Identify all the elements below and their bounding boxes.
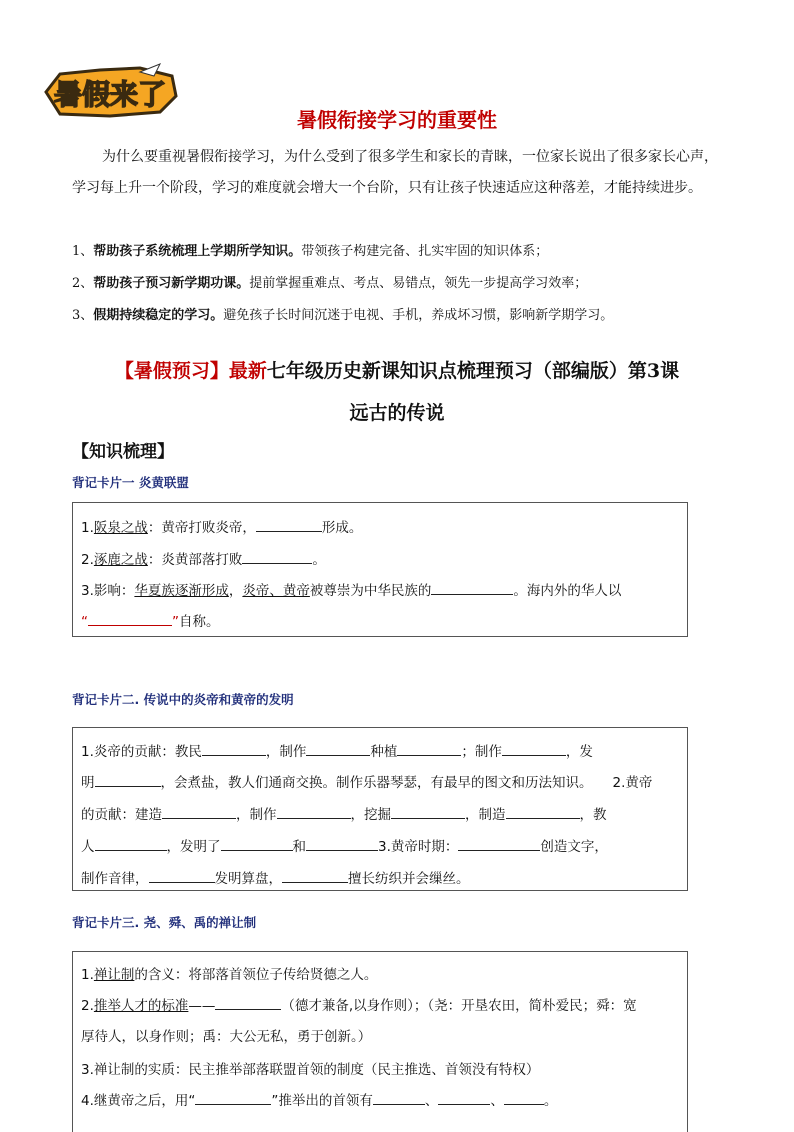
blank[interactable]	[256, 517, 322, 532]
card-1-line-3: 3.影响：华夏族逐渐形成，炎帝、黄帝被尊崇为中华民族的 。海内外的华人以	[81, 579, 679, 599]
card-1-box	[72, 502, 688, 637]
blank[interactable]	[221, 836, 293, 851]
blank[interactable]	[306, 741, 370, 756]
blank[interactable]	[431, 580, 513, 595]
blank[interactable]	[215, 995, 281, 1010]
card-3-line-1: 1.禅让制的含义：将部落首领位子传给贤德之人。	[81, 967, 378, 983]
card-2-heading: 背记卡片二. 传说中的炎帝和黄帝的发明	[72, 692, 294, 707]
card-3-heading: 背记卡片三. 尧、舜、禹的禅让制	[72, 915, 257, 930]
card-3-box	[72, 951, 688, 1132]
card-1-heading: 背记卡片一 炎黄联盟	[72, 475, 189, 490]
blank[interactable]	[88, 611, 172, 626]
blank[interactable]	[195, 1090, 271, 1105]
blank[interactable]	[438, 1090, 490, 1105]
blank[interactable]	[162, 804, 236, 819]
blank[interactable]	[282, 868, 348, 883]
card-3-line-4: 3.禅让制的实质：民主推举部落联盟首领的制度（民主推选、首领没有特权）	[81, 1062, 540, 1078]
section-heading: 【知识梳理】	[72, 442, 174, 462]
card-1-line-4: “ ”自称。	[81, 610, 679, 630]
blank[interactable]	[458, 836, 540, 851]
intro-paragraph: 为什么要重视暑假衔接学习，为什么受到了很多学生和家长的青睐，一位家长说出了很多家长心声，学习每上升一个阶段，学习的难度就会增大一个台阶，只有让孩子快速适应这种落差，才能持续进步。	[72, 149, 718, 196]
blank[interactable]	[502, 741, 566, 756]
lesson-title: 【暑假预习】最新七年级历史新课知识点梳理预习（部编版）第3课 远古的传说	[114, 360, 680, 424]
blank[interactable]	[149, 868, 215, 883]
blank[interactable]	[95, 772, 161, 787]
svg-text:暑假来了: 暑假来了	[53, 78, 167, 111]
point-2: 2、帮助孩子预习新学期功课。提前掌握重难点、考点、易错点，领先一步提高学习效率；	[72, 276, 588, 291]
point-1: 1、帮助孩子系统梳理上学期所学知识。带领孩子构建完备、扎实牢固的知识体系；	[72, 244, 549, 259]
blank[interactable]	[373, 1090, 425, 1105]
blank[interactable]	[202, 741, 266, 756]
card-3-line-5: 4.继黄帝之后，用“ ”推举出的首领有 、 、 。	[81, 1089, 679, 1109]
blank[interactable]	[506, 804, 580, 819]
card-2-line-2: 明 ，会煮盐，教人们通商交换。制作乐器琴瑟，有最早的图文和历法知识。 2.黄帝	[81, 771, 679, 791]
card-2-line-3: 的贡献：建造 ，制作 ，挖掘 ，制造 ，教	[81, 803, 679, 823]
page-title: 暑假衔接学习的重要性	[297, 108, 497, 132]
card-2-line-5: 制作音律， 发明算盘， 擅长纺织并会缫丝。	[81, 867, 679, 887]
card-2-line-4: 人 ，发明了 和 3.黄帝时期： 创造文字，	[81, 835, 679, 855]
blank[interactable]	[306, 836, 378, 851]
card-1-line-1: 1.阪泉之战：黄帝打败炎帝， 形成。	[81, 516, 679, 536]
card-3-line-2: 2.推举人才的标准—— （德才兼备,以身作则）；（尧：开垦农田，简朴爱民；舜：宽	[81, 994, 679, 1014]
blank[interactable]	[504, 1090, 544, 1105]
card-2-line-1: 1.炎帝的贡献：教民 ，制作 种植 ；制作 ，发	[81, 740, 679, 760]
card-1-line-2: 2.涿鹿之战：炎黄部落打败 。	[81, 548, 679, 568]
blank[interactable]	[277, 804, 351, 819]
card-2-box	[72, 727, 688, 891]
blank[interactable]	[391, 804, 465, 819]
point-3: 3、假期持续稳定的学习。避免孩子长时间沉迷于电视、手机，养成坏习惯，影响新学期学习。	[72, 308, 614, 323]
blank[interactable]	[397, 741, 461, 756]
blank[interactable]	[242, 549, 312, 564]
blank[interactable]	[95, 836, 167, 851]
card-3-line-3: 厚待人，以身作则；禹：大公无私，勇于创新。）	[81, 1029, 372, 1045]
